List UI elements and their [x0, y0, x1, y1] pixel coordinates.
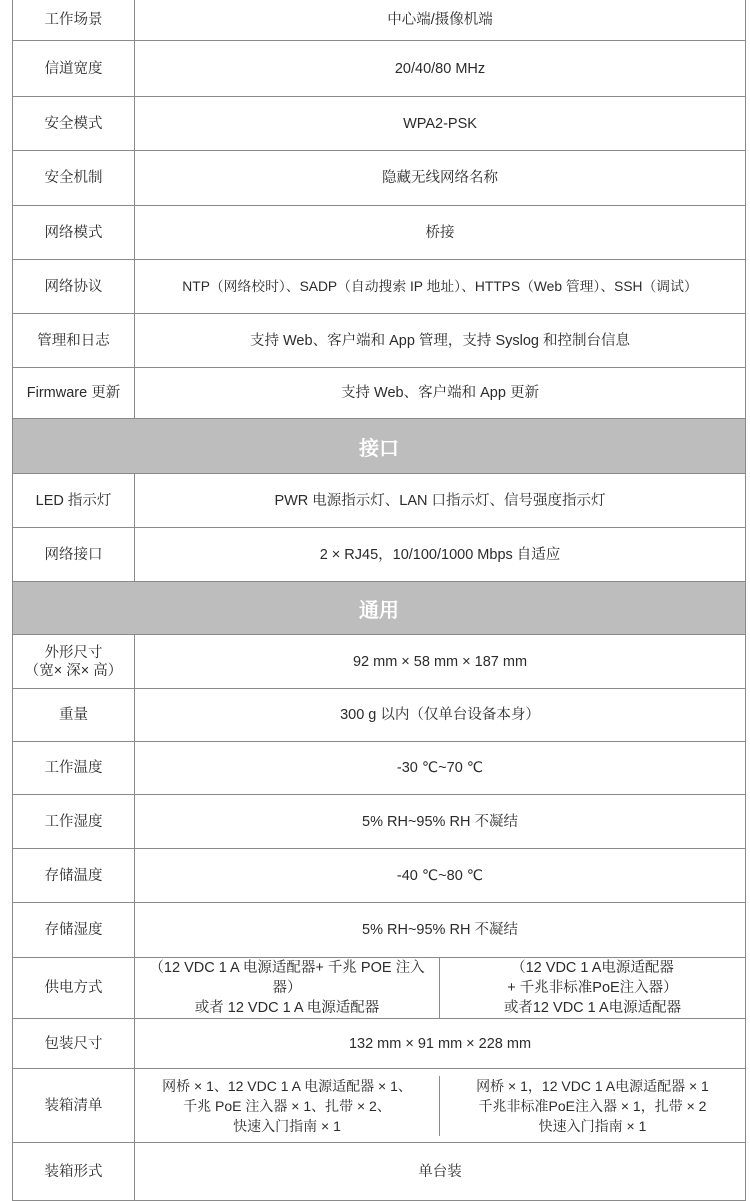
row-label: 管理和日志 [13, 314, 135, 367]
row-value: 支持 Web、客户端和 App 管理，支持 Syslog 和控制台信息 [249, 332, 630, 349]
power-option-a-line: （12 VDC 1 A 电源适配器+ 千兆 POE 注入器） [149, 960, 425, 996]
row-value: NTP（网络校时）、SADP（自动搜索 IP 地址）、HTTPS（Web 管理）、SSH（调试） [182, 278, 698, 294]
row-value: WPA2-PSK [403, 115, 477, 132]
row-management-log [13, 314, 745, 368]
row-value: 92 mm × 58 mm × 187 mm [352, 653, 528, 670]
row-led-indicator [13, 474, 745, 528]
power-option-a [135, 958, 440, 1018]
row-security-mechanism [13, 151, 745, 206]
row-network-mode [13, 206, 745, 260]
row-security-mode [13, 97, 745, 151]
dimensions-label-line2: （宽× 深× 高） [24, 662, 123, 679]
power-option-b-line: + 千兆非标准PoE注入器） [507, 980, 678, 996]
row-dimensions [13, 635, 745, 689]
row-value: 支持 Web、客户端和 App 更新 [341, 385, 539, 401]
row-value: 单台装 [418, 1163, 462, 1180]
row-value: -30 ℃~70 ℃ [396, 760, 484, 776]
row-value: -40 ℃~80 ℃ [396, 867, 484, 884]
packing-list-b [440, 1076, 745, 1136]
row-label: 安全机制 [13, 151, 135, 205]
row-operating-humidity [13, 795, 745, 849]
row-label: 存储湿度 [13, 903, 135, 957]
row-work-scene [13, 0, 745, 41]
row-label: 供电方式 [13, 958, 135, 1018]
row-label: 信道宽度 [13, 41, 135, 96]
packing-list-a-line: 千兆 PoE 注入器 × 1、扎带 × 2、 [183, 1097, 391, 1114]
packing-list-b-line: 快速入门指南 × 1 [538, 1117, 647, 1134]
row-firmware-update [13, 368, 745, 419]
row-label: 重量 [13, 689, 135, 741]
row-label: 存储温度 [13, 849, 135, 902]
power-option-b [440, 958, 745, 1018]
row-packing-list [13, 1069, 745, 1143]
dimensions-label-line1: 外形尺寸 [44, 644, 103, 661]
spec-table [12, 0, 746, 1201]
row-channel-width [13, 41, 745, 97]
row-label: 网络接口 [13, 528, 135, 581]
row-label [13, 635, 135, 688]
row-storage-humidity [13, 903, 745, 958]
row-value: PWR 电源指示灯、LAN 口指示灯、信号强度指示灯 [274, 492, 606, 509]
packing-list-b-line: 网桥 × 1，12 VDC 1 A电源适配器 × 1 [476, 1077, 709, 1094]
row-label: 工作温度 [13, 742, 135, 794]
packing-list-a-line: 网桥 × 1、12 VDC 1 A 电源适配器 × 1、 [162, 1077, 412, 1094]
row-value: 5% RH~95% RH 不凝结 [362, 922, 518, 938]
row-network-protocol [13, 260, 745, 314]
row-value: 132 mm × 91 mm × 228 mm [348, 1035, 532, 1052]
section-header-interface: 接口 [13, 419, 745, 474]
packing-list-a [135, 1076, 440, 1136]
row-label: 网络协议 [13, 260, 135, 313]
section-header-general: 通用 [13, 582, 745, 635]
row-label: Firmware 更新 [13, 368, 135, 418]
row-label: 包装尺寸 [13, 1019, 135, 1068]
row-value: 中心端/摄像机端 [387, 12, 493, 28]
power-option-b-line: （12 VDC 1 A电源适配器 [511, 960, 674, 976]
row-label: 装箱清单 [13, 1069, 135, 1142]
row-label: 工作湿度 [13, 795, 135, 848]
row-label: 装箱形式 [13, 1143, 135, 1200]
row-operating-temperature [13, 742, 745, 795]
row-value: 5% RH~95% RH 不凝结 [362, 813, 518, 830]
row-value: 隐藏无线网络名称 [382, 170, 498, 186]
row-packing-form [13, 1143, 745, 1201]
row-network-interface [13, 528, 745, 582]
row-value: 2 × RJ45，10/100/1000 Mbps 自适应 [319, 546, 561, 563]
power-option-a-line: 或者 12 VDC 1 A 电源适配器 [194, 1000, 380, 1016]
row-power-supply [13, 958, 745, 1019]
packing-list-a-line: 快速入门指南 × 1 [233, 1117, 341, 1134]
row-value: 300 g 以内（仅单台设备本身） [340, 707, 540, 723]
row-label: LED 指示灯 [13, 474, 135, 527]
row-storage-temperature [13, 849, 745, 903]
row-value [135, 1069, 745, 1142]
row-label: 工作场景 [13, 0, 135, 40]
row-value: 桥接 [425, 224, 455, 241]
power-option-b-line: 或者12 VDC 1 A电源适配器 [503, 1000, 682, 1016]
row-label: 安全模式 [13, 97, 135, 150]
row-weight [13, 689, 745, 742]
row-value: 20/40/80 MHz [394, 60, 486, 77]
row-label: 网络模式 [13, 206, 135, 259]
row-value [135, 958, 745, 1018]
row-package-size [13, 1019, 745, 1069]
packing-list-b-line: 千兆非标准PoE注入器 × 1，扎带 × 2 [478, 1097, 707, 1114]
